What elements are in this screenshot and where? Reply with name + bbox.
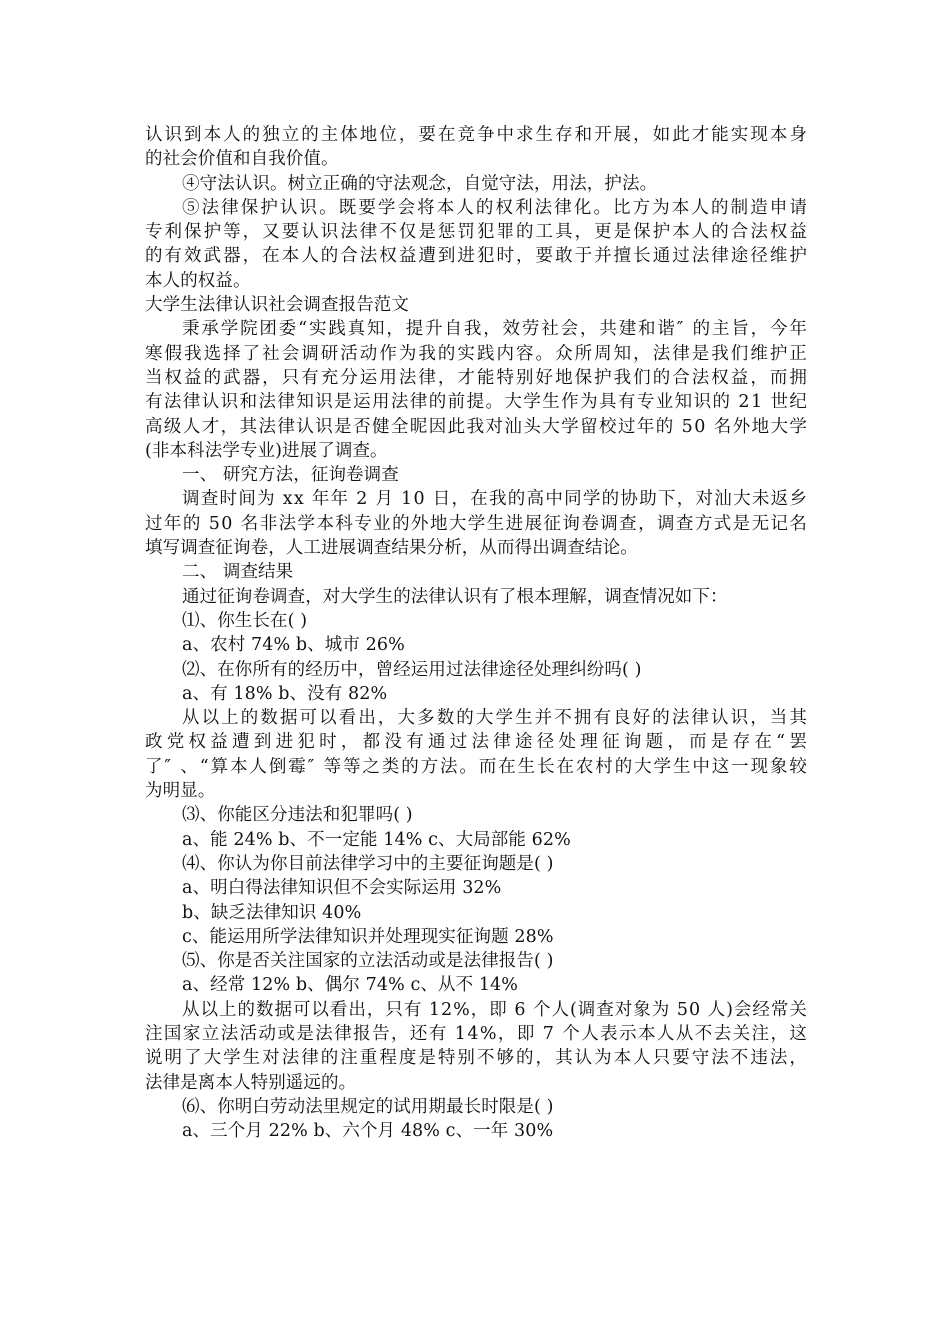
text-line-content: 一、 研究方法，征询卷调查 — [182, 465, 399, 486]
text-line — [145, 512, 807, 536]
text-line — [145, 293, 807, 317]
document-body — [145, 123, 812, 1143]
text-line-content: b、缺乏法律知识 40% — [182, 902, 362, 923]
text-line-content: 当权益的武器，只有充分运用法律，才能特别好地保护我们的合法权益，而拥 — [145, 367, 809, 388]
text-line-content: 注国家立法活动或是法律报告，还有 14%，即 7 个人表示本人从不去关注，这 — [145, 1023, 809, 1044]
text-line-content: 政党权益遭到进犯时，都没有通过法律途径处理征询题，而是存在“罢 — [145, 732, 812, 753]
text-line — [145, 147, 807, 171]
text-line — [145, 828, 807, 852]
text-line — [145, 779, 807, 803]
text-line — [145, 633, 807, 657]
text-line — [145, 1071, 807, 1095]
text-line — [145, 123, 807, 147]
text-line-content: ⑸、你是否关注国家的立法活动或是法律报告( ) — [182, 951, 554, 972]
text-line-content: ④守法认识。树立正确的守法观念，自觉守法，用法，护法。 — [182, 173, 658, 194]
text-line — [145, 803, 807, 827]
text-line-content: ⑶、你能区分违法和犯罪吗( ) — [182, 805, 413, 826]
text-line-content: 了″ 、“算本人倒霉″ 等等之类的方法。而在生长在农村的大学生中这一现象较 — [145, 756, 809, 777]
text-line — [145, 658, 807, 682]
text-line-content: 法律是离本人特别遥远的。 — [145, 1072, 357, 1093]
text-line-content: 寒假我选择了社会调研活动作为我的实践内容。众所周知，法律是我们维护正 — [145, 343, 809, 364]
text-line-content: 通过征询卷调查，对大学生的法律认识有了根本理解，调查情况如下： — [182, 586, 728, 607]
text-line — [145, 1119, 807, 1143]
text-line-content: c、能运用所学法律知识并处理现实征询题 28% — [182, 926, 554, 947]
text-line — [145, 172, 807, 196]
text-line — [145, 1046, 807, 1070]
text-line — [145, 706, 807, 730]
text-line-content: (非本科法学专业)进展了调查。 — [145, 440, 388, 461]
text-line-content: a、三个月 22% b、六个月 48% c、一年 30% — [182, 1121, 554, 1142]
text-line — [145, 317, 807, 341]
text-line — [145, 439, 807, 463]
text-line — [145, 730, 812, 754]
text-line-content: 二、 调查结果 — [182, 562, 294, 583]
text-line-content: 秉承学院团委“实践真知，提升自我，效劳社会，共建和谐″ 的主旨，今年 — [182, 319, 809, 340]
text-line-content: a、经常 12% b、偶尔 74% c、从不 14% — [182, 975, 519, 996]
text-line-content: 大学生法律认识社会调查报告范文 — [145, 295, 409, 316]
text-line — [145, 585, 807, 609]
text-line — [145, 949, 807, 973]
text-line — [145, 1022, 807, 1046]
text-line — [145, 925, 807, 949]
text-line — [145, 901, 807, 925]
text-line-content: 过年的 50 名非法学本科专业的外地大学生进展征询卷调查，调查方式是无记名 — [145, 513, 809, 534]
text-line-content: ⑴、你生长在( ) — [182, 610, 308, 631]
text-line — [145, 755, 807, 779]
text-line-content: 专利保护等，又要认识法律不仅是惩罚犯罪的工具，更是保护本人的合法权益 — [145, 222, 809, 243]
text-line — [145, 536, 807, 560]
text-line — [145, 998, 807, 1022]
text-line-content: a、农村 74% b、城市 26% — [182, 635, 405, 656]
text-line — [145, 1095, 807, 1119]
text-line-content: 本人的权益。 — [145, 270, 251, 291]
text-line — [145, 852, 807, 876]
text-line — [145, 366, 807, 390]
text-line-content: ⑤法律保护认识。既要学会将本人的权利法律化。比方为本人的制造申请 — [182, 197, 809, 218]
text-line — [145, 876, 807, 900]
text-line — [145, 682, 807, 706]
text-line-content: 为明显。 — [145, 781, 216, 802]
text-line-content: 的社会价值和自我价值。 — [145, 149, 339, 170]
text-line — [145, 220, 807, 244]
text-line-content: 从以上的数据可以看出，大多数的大学生并不拥有良好的法律认识，当其 — [182, 708, 809, 729]
text-line-content: 认识到本人的独立的主体地位，要在竞争中求生存和开展，如此才能实现本身 — [145, 125, 809, 145]
text-line-content: a、能 24% b、不一定能 14% c、大局部能 62% — [182, 829, 571, 850]
text-line-content: 从以上的数据可以看出，只有 12%，即 6 个人(调查对象为 50 人)会经常关 — [182, 999, 808, 1020]
text-line-content: a、有 18% b、没有 82% — [182, 683, 388, 704]
text-line-content: 高级人才，其法律认识是否健全昵因此我对汕头大学留校过年的 50 名外地大学 — [145, 416, 809, 437]
text-line — [145, 560, 807, 584]
text-line-content: ⑹、你明白劳动法里规定的试用期最长时限是( ) — [182, 1096, 554, 1117]
text-line-content: 调查时间为 xx 年年 2 月 10 日，在我的高中同学的协助下，对汕大未返乡 — [182, 489, 809, 510]
text-line-content: 有法律认识和法律知识是运用法律的前提。大学生作为具有专业知识的 21 世纪 — [145, 392, 809, 413]
text-line-content: 的有效武器，在本人的合法权益遭到进犯时，要敢于并擅长通过法律途径维护 — [145, 246, 809, 267]
text-line-content: 说明了大学生对法律的注重程度是特别不够的，其认为本人只要守法不违法， — [145, 1048, 809, 1069]
text-line — [145, 342, 807, 366]
text-line — [145, 196, 807, 220]
text-line — [145, 269, 807, 293]
text-line-content: 填写调查征询卷，人工进展调查结果分析，从而得出调查结论。 — [145, 538, 638, 559]
text-line — [145, 390, 807, 414]
text-line — [145, 244, 807, 268]
text-line-content: ⑵、在你所有的经历中，曾经运用过法律途径处理纠纷吗( ) — [182, 659, 642, 680]
text-line — [145, 463, 807, 487]
text-line — [145, 487, 807, 511]
text-line — [145, 973, 807, 997]
text-line — [145, 415, 807, 439]
text-line — [145, 609, 807, 633]
text-line-content: ⑷、你认为你目前法律学习中的主要征询题是( ) — [182, 853, 554, 874]
text-line-content: a、明白得法律知识但不会实际运用 32% — [182, 878, 502, 899]
